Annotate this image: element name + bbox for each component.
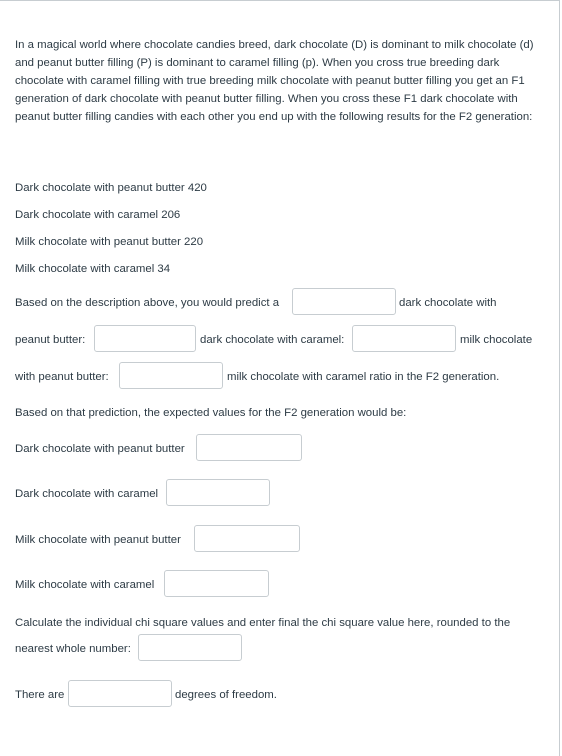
- degrees-of-freedom-input[interactable]: [68, 680, 172, 707]
- expected-dark-pb-input[interactable]: [196, 434, 302, 461]
- chi-square-input[interactable]: [138, 634, 242, 661]
- peanut-butter-label: peanut butter:: [15, 334, 86, 346]
- with-pb-label: with peanut butter:: [15, 371, 109, 383]
- ratio-dark-caramel-input[interactable]: [94, 325, 196, 352]
- expected-milk-caramel-input[interactable]: [164, 570, 269, 597]
- degrees-of-freedom-label: degrees of freedom.: [175, 689, 277, 701]
- result-dark-peanut-butter: Dark chocolate with peanut butter 420: [15, 182, 207, 194]
- chi-instruction-line1: Calculate the individual chi square values and enter final the chi square value here, rounded to the: [15, 617, 511, 629]
- expected-intro: Based on that prediction, the expected values for the F2 generation would be:: [15, 407, 407, 419]
- there-are-label: There are: [15, 689, 65, 701]
- expected-label-milk-caramel: Milk chocolate with caramel: [15, 579, 155, 591]
- predict-dark-pb-label: dark chocolate with: [399, 297, 497, 309]
- ratio-suffix: milk chocolate with caramel ratio in the F2 generation.: [227, 371, 500, 383]
- ratio-milk-peanut-butter-input[interactable]: [352, 325, 456, 352]
- expected-milk-pb-input[interactable]: [194, 525, 300, 552]
- dark-caramel-label: dark chocolate with caramel:: [200, 334, 345, 346]
- predict-prefix: Based on the description above, you would predict a: [15, 297, 280, 309]
- chi-instruction-line2: nearest whole number:: [15, 643, 131, 655]
- ratio-milk-caramel-input[interactable]: [119, 362, 223, 389]
- result-milk-caramel: Milk chocolate with caramel 34: [15, 263, 171, 275]
- question-intro: In a magical world where chocolate candies breed, dark chocolate (D) is dominant to milk chocolate (d) and peanut butter filling (P) is dominant to caramel filling (p). When you cross true breeding dark chocolate with caramel filling with true breeding milk chocolate with peanut butter filling you get an F1 generation of dark chocolate with peanut butter filling. When you cross these F1 dark chocolate with peanut butter filling candies with each other you end up with the following results for the F2 generation:: [15, 39, 534, 123]
- result-milk-peanut-butter: Milk chocolate with peanut butter 220: [15, 236, 204, 248]
- ratio-dark-peanut-butter-input[interactable]: [292, 288, 396, 315]
- expected-dark-caramel-input[interactable]: [166, 479, 270, 506]
- expected-label-dark-pb: Dark chocolate with peanut butter: [15, 443, 185, 455]
- milk-chocolate-label: milk chocolate: [460, 334, 533, 346]
- result-dark-caramel: Dark chocolate with caramel 206: [15, 209, 181, 221]
- expected-label-dark-caramel: Dark chocolate with caramel: [15, 488, 159, 500]
- expected-label-milk-pb: Milk chocolate with peanut butter: [15, 534, 181, 546]
